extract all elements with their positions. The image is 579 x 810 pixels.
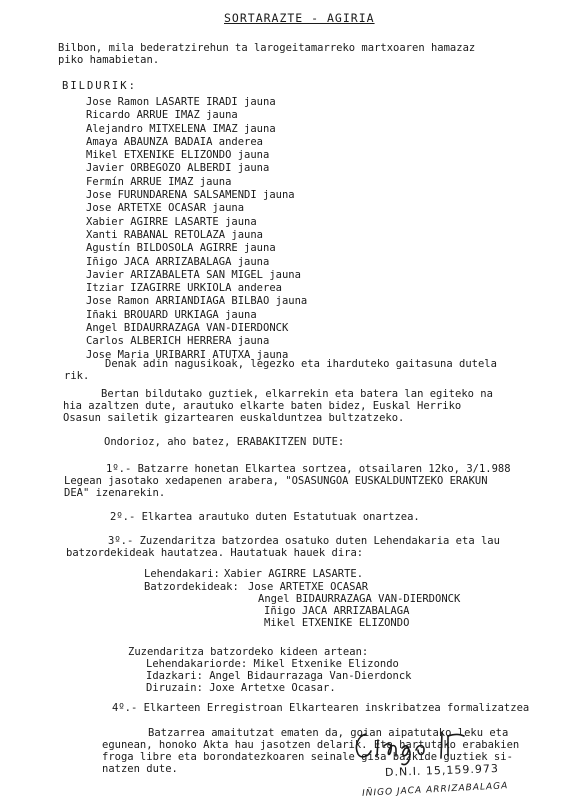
lehendakari-label: Lehendakari: [144,568,220,580]
closing-line-3: froga libre eta borondatezkoaren seinale gisa bazkide guztiek si- [102,751,513,763]
item1-line-2: Legean jasotako xedapenen arabera, "OSASUNGOA EUSKALDUNTZEKO ERAKUN [64,475,488,487]
para-bertan-line-2: hia azaltzen dute, arautuko elkarte baten bidez, Euskal Herriko [63,400,462,412]
intro-line-1: Bilbon, mila bederatzirehun ta larogeitamarreko martxoaren hamazaz [58,42,476,54]
officers-heading: Zuzendaritza batzordeko kideen artean: [128,646,369,658]
attendees-heading: BILDURIK: [62,80,137,92]
attendee-line: Fermín ARRUE IMAZ jauna [86,175,232,188]
batzordekide-value: Mikel ETXENIKE ELIZONDO [264,617,410,629]
signature-name: IÑIGO JACA ARRIZABALAGA [361,781,509,799]
item4: 4º.- Elkarteen Erregistroan Elkartearen inskribatzea formalizatzea [112,702,530,714]
attendee-line: Alejandro MITXELENA IMAZ jauna [86,122,276,135]
attendee-line: Xabier AGIRRE LASARTE jauna [86,215,257,228]
attendee-line: Agustín BILDOSOLA AGIRRE jauna [86,242,276,255]
attendee-line: Javier ARIZABALETA SAN MIGEL jauna [86,268,301,281]
closing-line-2: egunean, honoko Akta hau jasotzen delarik. Eta hartutako erabakien [102,739,520,751]
batzordekide-value: Jose ARTETXE OCASAR [248,581,369,593]
batzordekide-value: Angel BIDAURRAZAGA VAN-DIERDONCK [258,593,461,605]
attendee-line: Amaya ABAUNZA BADAIA anderea [86,135,264,148]
lehendakari-value: Xabier AGIRRE LASARTE. [224,568,364,580]
item2: 2º.- Elkartea arautuko duten Estatutuak onartzea. [110,511,420,523]
attendee-line: Jose Ramon ARRIANDIAGA BILBAO jauna [86,295,308,308]
attendee-line: Angel BIDAURRAZAGA VAN-DIERDONCK [86,322,289,335]
attendee-line: Jose Maria URIBARRI ATUTXA jauna [86,348,289,361]
attendee-line: Ricardo ARRUE IMAZ jauna [86,109,238,122]
closing-line-4: natzen dute. [102,763,178,775]
attendees-list [86,96,307,362]
item1-line-1: 1º.- Batzarre honetan Elkartea sortzea, otsailaren 12ko, 3/1.988 [106,463,511,475]
attendee-line: Jose Ramon LASARTE IRADI jauna [86,96,276,108]
item1-line-3: DEA" izenarekin. [64,487,166,499]
batzordekide-value: Iñigo JACA ARRIZABALAGA [264,605,410,617]
para-adin-line-1: Denak adin nagusikoak, legezko eta iharduteko gaitasuna dutela [105,358,497,370]
attendee-line: Jose ARTETXE OCASAR jauna [86,202,245,215]
closing-line-1: Batzarrea amaitutzat ematen da, goian aipatutako leku eta [148,727,509,739]
attendee-line: Mikel ETXENIKE ELIZONDO jauna [86,149,270,162]
para-adin-line-2: rik. [64,370,90,382]
attendee-line: Javier ORBEGOZO ALBERDI jauna [86,162,270,175]
batzordekide-label: Batzordekideak: [144,581,239,593]
attendee-line: Itziar IZAGIRRE URKIOLA anderea [86,282,282,295]
signature-dni: D.N.I. 15,159.973 [384,762,500,779]
attendee-line: Jose FURUNDARENA SALSAMENDI jauna [86,189,295,202]
attendee-line: Xanti RABANAL RETOLAZA jauna [86,228,264,241]
attendee-line: Iñigo JACA ARRIZABALAGA jauna [86,255,270,268]
item3-line-1: 3º.- Zuzendaritza batzordea osatuko duten Lehendakaria eta lau [108,535,500,547]
officer-line: Idazkari: Angel Bidaurrazaga Van-Dierdonck [146,670,412,682]
intro-line-2: piko hamabietan. [58,54,160,66]
item3-line-2: batzordekideak hautatzea. Hautatuak hauek dira: [66,547,364,559]
para-bertan-line-3: Osasun sailetik gizartearen euskalduntzea bultzatzeko. [63,412,405,424]
officer-line: Lehendakariorde: Mikel Etxenike Elizondo [146,658,399,670]
para-bertan-line-1: Bertan bildutako guztiek, elkarrekin eta batera lan egiteko na [101,388,493,400]
attendee-line: Iñaki BROUARD URKIAGA jauna [86,308,257,321]
document-title: SORTARAZTE - AGIRIA [224,11,375,25]
para-ondorioz: Ondorioz, aho batez, ERABAKITZEN DUTE: [104,436,345,448]
officer-line: Diruzain: Joxe Artetxe Ocasar. [146,682,336,694]
attendee-line: Carlos ALBERICH HERRERA jauna [86,335,270,348]
